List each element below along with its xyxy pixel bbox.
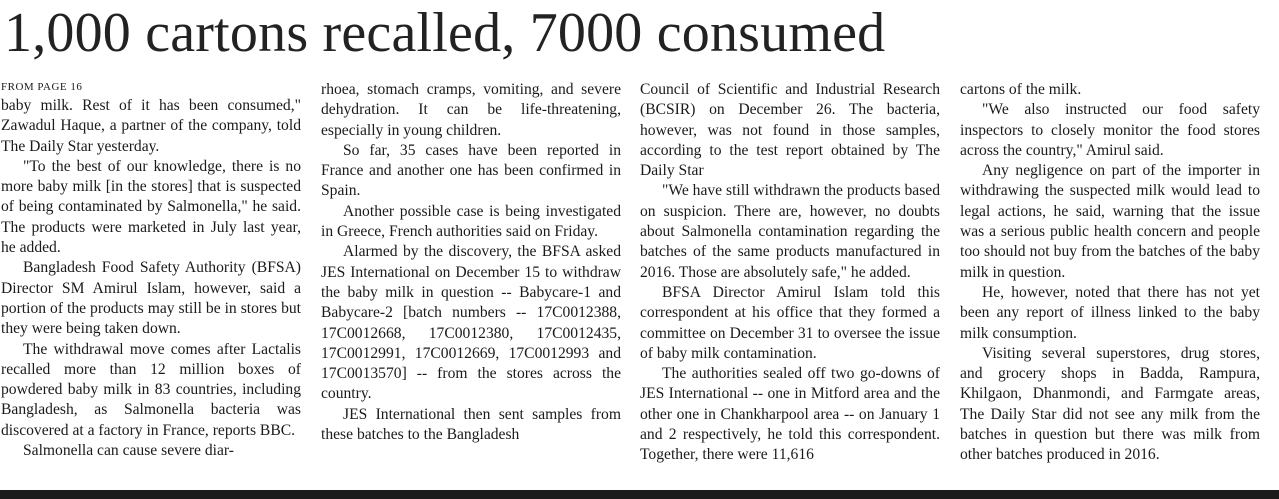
paragraph: The withdrawal move comes after Lactalis recalled more than 12 million boxes of powdered baby milk in 83 countries, including Bangladesh, as Salmonella bacteria was discovered at a factory in France, reports BBC. <box>1 340 301 439</box>
paragraph: baby milk. Rest of it has been consumed," Zawadul Haque, a partner of the company, told The Daily Star yesterday. <box>1 97 301 155</box>
paragraph: "We also instructed our food safety inspectors to closely monitor the food stores across the country," Amirul said. <box>960 101 1260 159</box>
paragraph: Visiting several superstores, drug stores, and grocery shops in Badda, Rampura, Khilgaon, Dhanmondi, and Farmgate areas, The Daily Star did not see any milk from the batches in question but there was milk from other batches produced in 2016. <box>960 344 1260 464</box>
paragraph: "To the best of our knowledge, there is no more baby milk [in the stores] that is suspected of being contaminated by Salmonella," he said. The products were marketed in July last year, he added. <box>1 157 301 257</box>
paragraph: Any negligence on part of the importer in withdrawing the suspected milk would lead to legal actions, he said, warning that the issue was a serious public health concern and people too should not buy from the batches of the baby milk in question. <box>960 162 1260 281</box>
paragraph: Council of Scientific and Industrial Research (BCSIR) on December 26. The bacteria, however, was not found in those samples, according to the test report obtained by The Daily Star <box>640 81 940 180</box>
paragraph: Salmonella can cause severe diar- <box>23 442 234 460</box>
paragraph: He, however, noted that there has not yet been any report of illness linked to the baby milk consumption. <box>960 283 1260 342</box>
paragraph: So far, 35 cases have been reported in France and another one has been confirmed in Spain. <box>321 141 621 200</box>
paragraph: Bangladesh Food Safety Authority (BFSA) Director SM Amirul Islam, however, said a portion of the products may still be in stores but they were being taken down. <box>1 259 301 338</box>
paragraph: Alarmed by the discovery, the BFSA asked JES International on December 15 to withdraw the baby milk in question -- Babycare-1 and Babycare-2 [batch numbers -- 17C0012388, 17C0012668, 17C0012380, 17C0012435, 17C0012991, 17C0012669, 17C0012993 and 17C0013570] -- from the stores across the country. <box>321 243 621 403</box>
headline: 1,000 cartons recalled, 7000 consumed <box>4 2 886 64</box>
paragraph: BFSA Director Amirul Islam told this correspondent at his office that they formed a committee on December 31 to oversee the issue of baby milk contamination. <box>640 283 940 362</box>
from-page-label: FROM PAGE 16 <box>1 81 83 93</box>
article-column-2 <box>321 80 621 445</box>
paragraph: JES International then sent samples from these batches to the Bangladesh <box>321 405 621 444</box>
article-column-1 <box>1 80 301 461</box>
paragraph: cartons of the milk. <box>960 81 1082 98</box>
article-column-4 <box>960 80 1260 466</box>
paragraph: "We have still withdrawn the products based on suspicion. There are, however, no doubts about Salmonella contamination regarding the batches of the same products manufactured in 2016. Those are absolutely safe," he added. <box>640 182 940 281</box>
paragraph: rhoea, stomach cramps, vomiting, and severe dehydration. It can be life-threatening, especially in young children. <box>321 81 621 139</box>
bottom-rule <box>0 490 1279 499</box>
article-column-3 <box>640 80 940 466</box>
paragraph: The authorities sealed off two go-downs of JES International -- one in Mitford area and the other one in Chankharpool area -- on January 1 and 2 respectively, he told this correspondent. Together, there were 11,616 <box>640 365 940 464</box>
paragraph: Another possible case is being investigated in Greece, French authorities said on Friday. <box>321 202 621 241</box>
